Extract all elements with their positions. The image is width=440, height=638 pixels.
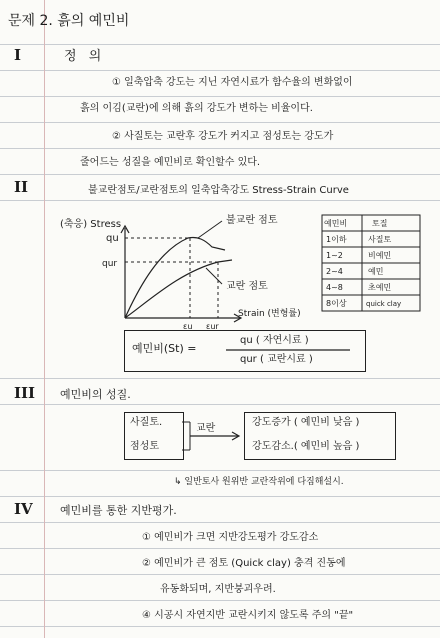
table-cell: 4~8 [326, 283, 343, 292]
formula-numerator: qu ( 자연시료 ) [240, 335, 309, 346]
x-axis-label: Strain (변형률) [238, 309, 301, 319]
undisturbed-label: 불교란 점토 [226, 215, 278, 226]
page-title: 문제 2. 흙의 예민비 [8, 13, 130, 29]
table-header-sensitivity: 예민비 [324, 219, 348, 228]
qur-label: qur [102, 259, 118, 269]
disturbed-curve [125, 260, 232, 318]
table-cell: 1~2 [326, 251, 343, 260]
section-1-heading: 정 의 [64, 49, 106, 64]
strength-increase-text: 강도증가 ( 예민비 낮음 ) [252, 417, 360, 428]
table-cell: 초예민 [368, 283, 392, 292]
table-cell: 사질토 [368, 235, 392, 244]
sec1-item1-line2: 흙의 이김(교란)에 의해 흙의 강도가 변하는 비율이다. [80, 103, 313, 114]
disturbed-label: 교란 점토 [226, 281, 268, 292]
table-header-soil: 토질 [372, 219, 388, 228]
section-2-heading: 불교란점토/교란점토의 일축압축강도 Stress-Strain Curve [88, 185, 349, 196]
section-4-heading: 예민비를 통한 지반평가. [60, 504, 177, 517]
section-1-number: I [14, 46, 22, 64]
section-2-number: II [14, 178, 29, 196]
table-cell: 8이상 [326, 299, 347, 308]
sec4-item2-line2: 유동화되며, 지반붕괴우려. [160, 584, 276, 595]
table-cell: 2~4 [326, 267, 343, 276]
table-cell: 예민 [368, 267, 384, 276]
qu-label: qu [106, 233, 119, 244]
table-cell: 1이하 [326, 235, 347, 244]
eps-ur-label: εur [206, 322, 219, 331]
undisturbed-pointer [198, 221, 222, 238]
disturb-label: 교란 [196, 423, 216, 434]
sandy-soil-label: 사질토. [130, 417, 163, 428]
sec1-item2-line2: 줄어드는 성질을 예민비로 확인할수 있다. [80, 157, 261, 168]
formula-denominator: qur ( 교란시료 ) [240, 354, 313, 365]
sec4-item2-line1: ② 예민비가 큰 점토 (Quick clay) 충격 진동에 [142, 558, 346, 569]
sec1-item1-line1: ① 일축압축 강도는 지닌 자연시료가 함수율의 변화없이 [112, 77, 353, 88]
table-cell: quick clay [366, 300, 402, 308]
sec4-item3: ④ 시공시 자연지반 교란시키지 않도록 주의 "끝" [142, 610, 354, 621]
section-3-heading: 예민비의 성질. [60, 388, 131, 401]
section-3-note: ↳ 일반토사 원위반 교란작위에 다짐해설시. [174, 477, 344, 487]
strength-decrease-text: 강도감소.( 예민비 높음 ) [252, 441, 360, 452]
y-axis-label: (축응) Stress [60, 219, 122, 230]
eps-u-label: εu [183, 322, 193, 331]
undisturbed-curve [125, 237, 225, 318]
section-3-number: III [14, 384, 36, 402]
clay-soil-label: 점성토 [130, 441, 159, 452]
section-4-number: IV [14, 500, 33, 518]
table-cell: 비예민 [368, 251, 392, 260]
formula-left: 예민비(St) = [132, 342, 197, 355]
sec1-item2-line1: ② 사질토는 교란후 강도가 커지고 점성토는 강도가 [112, 131, 334, 142]
disturbed-pointer [206, 268, 222, 284]
sec4-item1: ① 예민비가 크면 지반강도평가 강도감소 [142, 532, 319, 543]
